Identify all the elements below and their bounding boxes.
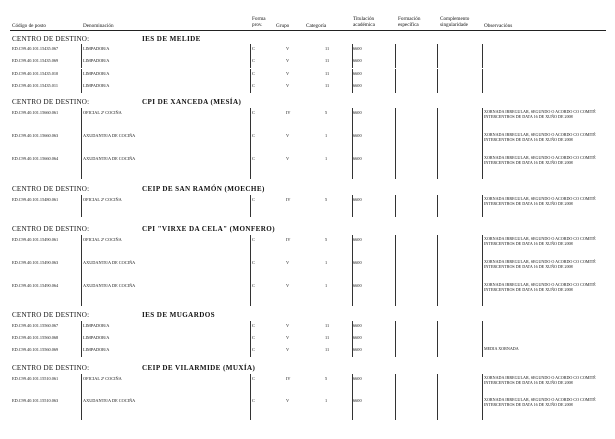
column-divider [395, 154, 396, 179]
cell-code: ED.C99.40.101.15490.061 [12, 237, 59, 242]
cell-forma: C [252, 58, 255, 63]
cell-forma: C [252, 46, 255, 51]
table-row [0, 237, 615, 260]
section-label: CENTRO DE DESTINO: [12, 225, 90, 233]
cell-grupo: V [286, 156, 290, 161]
column-divider [395, 235, 396, 258]
cell-obs: MEDIA XORNADA [484, 346, 519, 351]
section-label: CENTRO DE DESTINO: [12, 185, 90, 193]
section-label: CENTRO DE DESTINO: [12, 364, 90, 372]
section-heading [12, 225, 275, 233]
column-divider [352, 345, 353, 357]
cell-obs: XORNADA IRREGULAR, SEGUNDO O ACORDO CO COMITÉ INTERCENTROS DE DATA 16 DE XUÑO DE 2008 [484, 132, 596, 142]
column-divider [482, 396, 483, 420]
cell-forma: C [252, 71, 255, 76]
column-divider [482, 333, 483, 345]
column-divider [395, 56, 396, 68]
column-divider [437, 81, 438, 93]
cell-tit: 6600 [353, 335, 362, 340]
cell-den: OFICIAL 2ª COCIÑA [83, 237, 122, 242]
cell-cat: 1 [325, 398, 328, 403]
cell-forma: C [252, 335, 255, 340]
cell-code: ED.C99.40.101.15435.011 [12, 83, 59, 88]
cell-den: OFICIAL 2ª COCIÑA [83, 110, 122, 115]
table-row [0, 156, 615, 181]
cell-forma: C [252, 83, 255, 88]
table-row [0, 46, 615, 58]
header-denominacion: Denominación [83, 23, 114, 29]
section-heading [12, 98, 241, 106]
section-label: CENTRO DE DESTINO: [12, 311, 90, 319]
cell-grupo: V [286, 46, 290, 51]
cell-tit: 6600 [353, 323, 362, 328]
column-divider [81, 44, 82, 56]
section-name: IES DE MUGARDOS [142, 311, 216, 319]
cell-forma: C [252, 347, 255, 352]
column-divider [352, 81, 353, 93]
column-divider [437, 154, 438, 179]
cell-tit: 6600 [353, 260, 362, 265]
header-categoria: Categoría [306, 23, 327, 29]
column-divider [352, 195, 353, 217]
cell-grupo: V [286, 71, 290, 76]
column-divider [250, 154, 251, 179]
section-name: CEIP DE VILARMIDE (MUXÍA) [142, 364, 256, 372]
column-divider [482, 374, 483, 396]
table-row [0, 83, 615, 95]
column-divider [250, 69, 251, 81]
section-label: CENTRO DE DESTINO: [12, 98, 90, 106]
column-divider [437, 235, 438, 258]
cell-grupo: IV [286, 237, 291, 242]
column-divider [250, 195, 251, 217]
cell-code: ED.C99.40.101.15480.061 [12, 197, 59, 202]
table-row [0, 71, 615, 83]
table-row [0, 376, 615, 398]
column-divider [437, 281, 438, 306]
column-divider [437, 56, 438, 68]
column-divider [81, 345, 82, 357]
cell-obs: XORNADA IRREGULAR, SEGUNDO O ACORDO CO COMITÉ INTERCENTROS DE DATA 16 DE XUÑO DE 2008 [484, 397, 596, 407]
table-row [0, 110, 615, 133]
column-divider [81, 154, 82, 179]
cell-forma: C [252, 323, 255, 328]
cell-tit: 6600 [353, 197, 362, 202]
cell-grupo: V [286, 398, 290, 403]
column-divider [352, 69, 353, 81]
header-rule [10, 30, 606, 31]
column-divider [81, 235, 82, 258]
cell-cat: 11 [325, 83, 330, 88]
section-heading [12, 364, 255, 372]
column-divider [81, 281, 82, 306]
table-row [0, 58, 615, 70]
cell-cat: 1 [325, 133, 328, 138]
cell-grupo: IV [286, 197, 291, 202]
cell-forma: C [252, 110, 255, 115]
cell-tit: 6600 [353, 398, 362, 403]
cell-code: ED.C99.40.101.15660.064 [12, 156, 59, 161]
column-divider [395, 396, 396, 420]
cell-cat: 11 [325, 71, 330, 76]
column-divider [250, 281, 251, 306]
cell-tit: 6600 [353, 376, 362, 381]
column-divider [437, 321, 438, 333]
column-divider [81, 81, 82, 93]
table-row [0, 197, 615, 219]
column-divider [395, 44, 396, 56]
column-divider [482, 56, 483, 68]
column-divider [395, 258, 396, 281]
cell-den: AXUDANTE/A DE COCIÑA [83, 398, 136, 403]
cell-grupo: IV [286, 376, 291, 381]
section-name: CPI DE XANCEDA (MESÍA) [142, 98, 242, 106]
column-divider [352, 333, 353, 345]
header-titulacion: Titulación académica [353, 16, 375, 28]
cell-obs: XORNADA IRREGULAR, SEGUNDO O ACORDO CO COMITÉ INTERCENTROS DE DATA 16 DE XUÑO DE 2008 [484, 155, 596, 165]
header-observaciones: Observacións [484, 23, 513, 29]
column-divider [250, 258, 251, 281]
cell-den: AXUDANTE/A DE COCIÑA [83, 283, 136, 288]
column-divider [437, 195, 438, 217]
column-divider [482, 281, 483, 306]
cell-cat: 5 [325, 197, 328, 202]
column-divider [352, 108, 353, 131]
column-divider [395, 374, 396, 396]
column-divider [250, 345, 251, 357]
column-divider [395, 81, 396, 93]
column-divider [250, 108, 251, 131]
column-divider [482, 44, 483, 56]
column-divider [437, 374, 438, 396]
column-divider [250, 235, 251, 258]
cell-cat: 11 [325, 58, 330, 63]
table-header [0, 0, 615, 31]
column-divider [437, 333, 438, 345]
cell-code: ED.C99.40.101.15510.063 [12, 398, 59, 403]
column-divider [482, 235, 483, 258]
cell-grupo: V [286, 347, 290, 352]
section-name: IES DE MELIDE [142, 35, 201, 43]
column-divider [482, 258, 483, 281]
column-divider [352, 131, 353, 154]
column-divider [395, 321, 396, 333]
cell-code: ED.C99.40.101.15560.069 [12, 347, 59, 352]
cell-tit: 6600 [353, 71, 362, 76]
column-divider [437, 396, 438, 420]
cell-grupo: IV [286, 110, 291, 115]
cell-code: ED.C99.40.101.15510.061 [12, 376, 59, 381]
column-divider [81, 56, 82, 68]
section-name: CPI "VIRXE DA CELA" (MONFERO) [142, 225, 275, 233]
cell-grupo: V [286, 323, 290, 328]
column-divider [395, 131, 396, 154]
column-divider [482, 81, 483, 93]
column-divider [250, 56, 251, 68]
table-row [0, 133, 615, 156]
column-divider [437, 44, 438, 56]
cell-obs: XORNADA IRREGULAR, SEGUNDO O ACORDO CO COMITÉ INTERCENTROS DE DATA 16 DE XUÑO DE 2008 [484, 259, 596, 269]
table-row [0, 323, 615, 335]
cell-cat: 1 [325, 260, 328, 265]
column-divider [395, 333, 396, 345]
cell-tit: 6600 [353, 133, 362, 138]
cell-den: LIMPADOR/A [83, 347, 110, 352]
table-row [0, 347, 615, 359]
cell-cat: 1 [325, 283, 328, 288]
cell-den: AXUDANTE/A DE COCIÑA [83, 260, 136, 265]
column-divider [437, 69, 438, 81]
column-divider [482, 69, 483, 81]
column-divider [81, 69, 82, 81]
cell-den: LIMPADOR/A [83, 71, 110, 76]
column-divider [395, 195, 396, 217]
cell-code: ED.C99.40.101.15560.068 [12, 335, 59, 340]
section-heading [12, 185, 265, 193]
cell-forma: C [252, 237, 255, 242]
column-divider [352, 396, 353, 420]
header-codigo: Código de posto [12, 23, 47, 29]
cell-code: ED.C99.40.101.15435.069 [12, 58, 59, 63]
cell-forma: C [252, 133, 255, 138]
cell-obs: XORNADA IRREGULAR, SEGUNDO O ACORDO CO COMITÉ INTERCENTROS DE DATA 16 DE XUÑO DE 2008 [484, 282, 596, 292]
column-divider [81, 321, 82, 333]
column-divider [81, 333, 82, 345]
cell-grupo: V [286, 58, 290, 63]
column-divider [482, 345, 483, 357]
column-divider [250, 374, 251, 396]
section-heading [12, 35, 201, 43]
cell-forma: C [252, 398, 255, 403]
table-row [0, 260, 615, 283]
column-divider [352, 281, 353, 306]
cell-obs: XORNADA IRREGULAR, SEGUNDO O ACORDO CO COMITÉ INTERCENTROS DE DATA 16 DE XUÑO DE 2008 [484, 196, 596, 206]
cell-forma: C [252, 376, 255, 381]
header-formacion: Formación específica [398, 16, 421, 28]
column-divider [81, 195, 82, 217]
cell-code: ED.C99.40.101.15660.061 [12, 110, 59, 115]
cell-cat: 5 [325, 376, 328, 381]
column-divider [482, 131, 483, 154]
cell-den: LIMPADOR/A [83, 46, 110, 51]
cell-tit: 6600 [353, 283, 362, 288]
cell-grupo: V [286, 283, 290, 288]
cell-code: ED.C99.40.101.15560.067 [12, 323, 59, 328]
cell-den: AXUDANTE/A DE COCIÑA [83, 156, 136, 161]
cell-grupo: V [286, 83, 290, 88]
cell-cat: 5 [325, 237, 328, 242]
column-divider [395, 108, 396, 131]
cell-obs: XORNADA IRREGULAR, SEGUNDO O ACORDO CO COMITÉ INTERCENTROS DE DATA 16 DE XUÑO DE 2008 [484, 375, 596, 385]
column-divider [250, 131, 251, 154]
table-row [0, 398, 615, 422]
section-heading [12, 311, 215, 319]
cell-forma: C [252, 283, 255, 288]
column-divider [395, 345, 396, 357]
cell-cat: 11 [325, 335, 330, 340]
cell-den: LIMPADOR/A [83, 335, 110, 340]
column-divider [437, 108, 438, 131]
cell-grupo: V [286, 335, 290, 340]
cell-forma: C [252, 260, 255, 265]
cell-grupo: V [286, 260, 290, 265]
table-row [0, 283, 615, 308]
cell-forma: C [252, 156, 255, 161]
column-divider [482, 195, 483, 217]
cell-den: LIMPADOR/A [83, 323, 110, 328]
cell-code: ED.C99.40.101.15490.063 [12, 260, 59, 265]
header-complemento: Complemento singularidade [440, 16, 470, 28]
column-divider [352, 154, 353, 179]
cell-tit: 6600 [353, 110, 362, 115]
cell-tit: 6600 [353, 237, 362, 242]
column-divider [250, 81, 251, 93]
column-divider [482, 321, 483, 333]
cell-code: ED.C99.40.101.15660.063 [12, 133, 59, 138]
column-divider [352, 235, 353, 258]
cell-den: LIMPADOR/A [83, 83, 110, 88]
column-divider [81, 131, 82, 154]
cell-code: ED.C99.40.101.15490.064 [12, 283, 59, 288]
cell-cat: 5 [325, 110, 328, 115]
cell-den: OFICIAL 2ª COCIÑA [83, 197, 122, 202]
header-forma: Forma prov. [252, 16, 266, 28]
cell-grupo: V [286, 133, 290, 138]
cell-den: OFICIAL 2ª COCIÑA [83, 376, 122, 381]
cell-cat: 11 [325, 323, 330, 328]
cell-obs: XORNADA IRREGULAR, SEGUNDO O ACORDO CO COMITÉ INTERCENTROS DE DATA 16 DE XUÑO DE 2008 [484, 236, 596, 246]
cell-tit: 6600 [353, 58, 362, 63]
column-divider [250, 321, 251, 333]
column-divider [437, 131, 438, 154]
column-divider [482, 108, 483, 131]
section-name: CEIP DE SAN RAMÓN (MOECHE) [142, 185, 265, 193]
cell-den: LIMPADOR/A [83, 58, 110, 63]
cell-tit: 6600 [353, 83, 362, 88]
cell-cat: 1 [325, 156, 328, 161]
column-divider [250, 333, 251, 345]
cell-tit: 6600 [353, 46, 362, 51]
column-divider [81, 374, 82, 396]
column-divider [250, 396, 251, 420]
column-divider [437, 345, 438, 357]
column-divider [395, 69, 396, 81]
column-divider [482, 154, 483, 179]
section-label: CENTRO DE DESTINO: [12, 35, 90, 43]
column-divider [352, 321, 353, 333]
column-divider [81, 108, 82, 131]
column-divider [352, 44, 353, 56]
column-divider [352, 56, 353, 68]
cell-tit: 6600 [353, 347, 362, 352]
column-divider [81, 396, 82, 420]
column-divider [395, 281, 396, 306]
column-divider [352, 258, 353, 281]
column-divider [250, 44, 251, 56]
header-grupo: Grupo [276, 23, 290, 29]
cell-tit: 6600 [353, 156, 362, 161]
cell-cat: 11 [325, 46, 330, 51]
table-row [0, 335, 615, 347]
cell-den: AXUDANTE/A DE COCIÑA [83, 133, 136, 138]
column-divider [437, 258, 438, 281]
cell-cat: 11 [325, 347, 330, 352]
column-divider [81, 258, 82, 281]
cell-forma: C [252, 197, 255, 202]
cell-obs: XORNADA IRREGULAR, SEGUNDO O ACORDO CO COMITÉ INTERCENTROS DE DATA 16 DE XUÑO DE 2008 [484, 109, 596, 119]
column-divider [352, 374, 353, 396]
cell-code: ED.C99.40.101.15435.067 [12, 46, 59, 51]
cell-code: ED.C99.40.101.15435.010 [12, 71, 59, 76]
